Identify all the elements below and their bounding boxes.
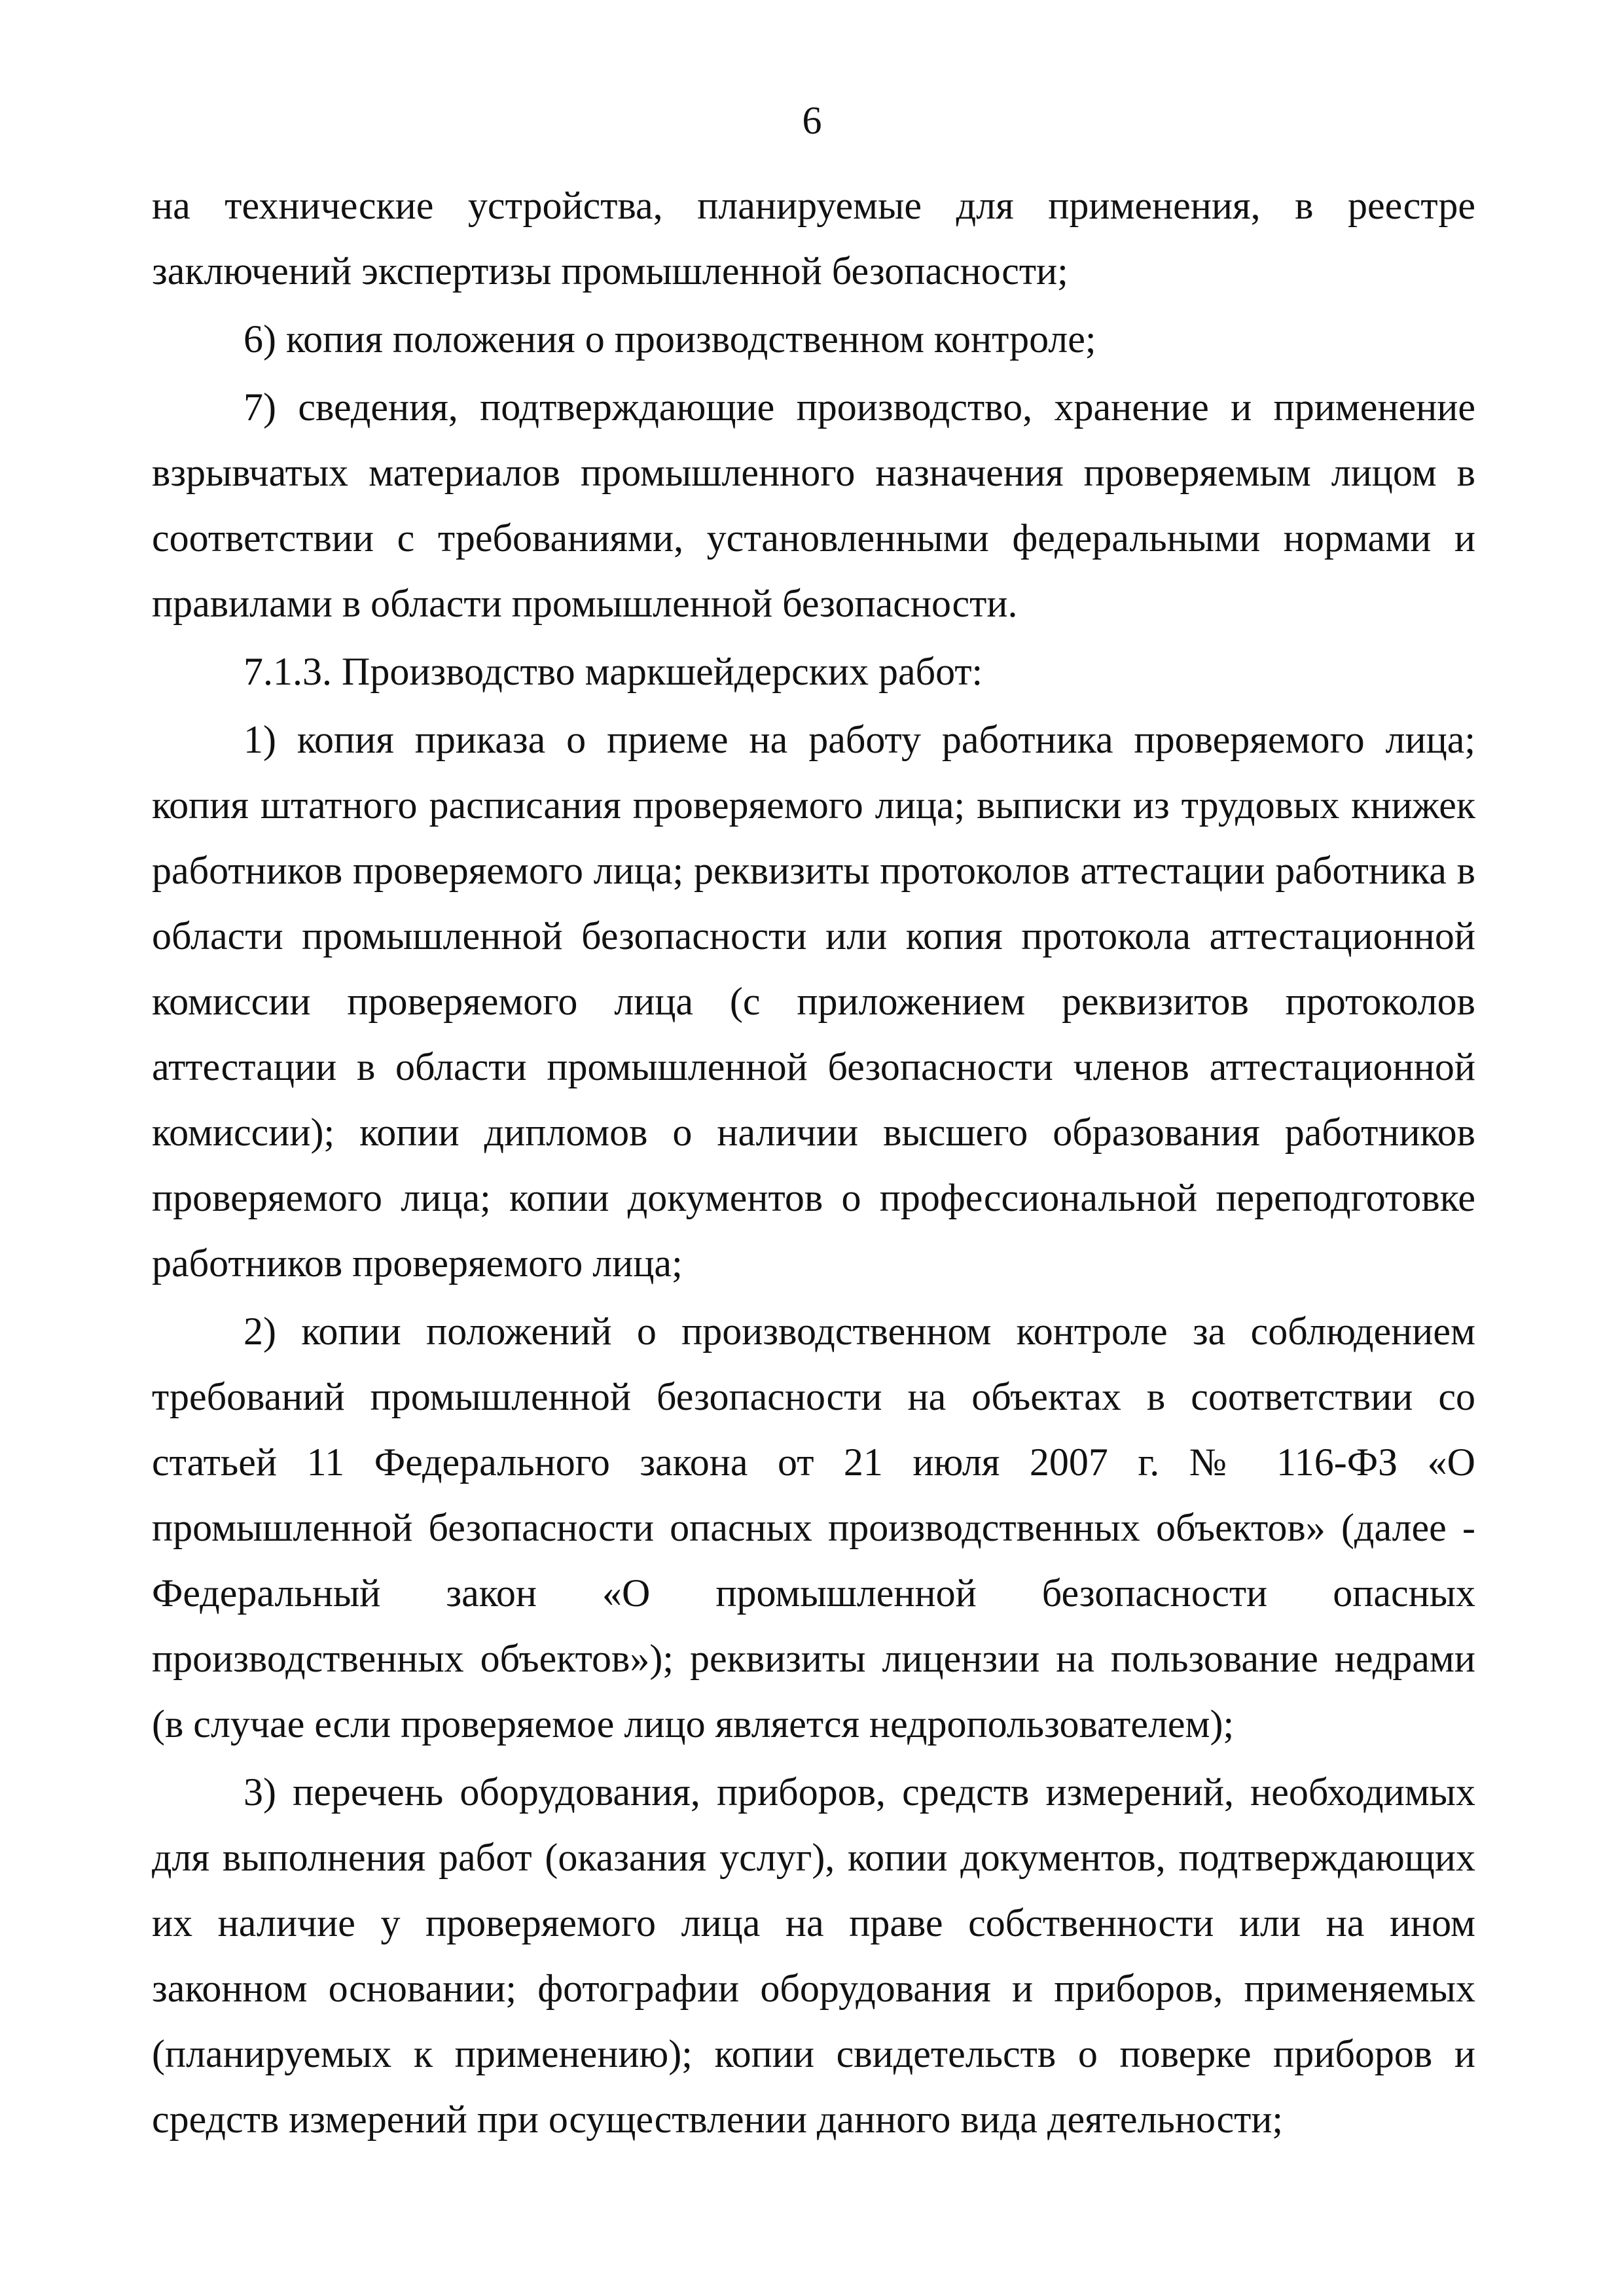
paragraph-item-3: 3) перечень оборудования, приборов, средств измерений, необходимых для выполнения работ (оказания услуг), копии документов, подтверждающих их наличие у проверяемого лица на праве собственности или на ином законном основании; фотографии оборудования и приборов, применяемых (планируемых к применению); копии свидетельств о поверке приборов и средств измерений при осуществлении данного вида деятельности; [152,1770,1475,2141]
section-heading-7-1-3: 7.1.3. Производство маркшейдерских работ: [244,650,983,693]
paragraph-item-7: 7) сведения, подтверждающие производство, хранение и применение взрывчатых материалов промышленного назначения проверяемым лицом в соответствии с требованиями, установленными федеральными нормами и правилами в области промышленной безопасности. [152,385,1475,625]
page-number: 6 [802,99,822,142]
paragraph-item-1: 1) копия приказа о приеме на работу работника проверяемого лица; копия штатного расписания проверяемого лица; выписки из трудовых книжек работников проверяемого лица; реквизиты протоколов аттестации работника в области промышленной безопасности или копия протокола аттестационной комиссии проверяемого лица (с приложением реквизитов протоколов аттестации в области промышленной безопасности членов аттестационной комиссии); копии дипломов о наличии высшего образования работников проверяемого лица; копии документов о профессиональной переподготовке работников проверяемого лица; [152,718,1475,1285]
document-body [152,173,1475,2155]
paragraph-item-2: 2) копии положений о производственном контроле за соблюдением требований промышленной безопасности на объектах в соответствии со статьей 11 Федерального закона от 21 июля 2007 г. № 116-ФЗ «О промышленной безопасности опасных производственных объектов» (далее - Федеральный закон «О промышленной безопасности опасных производственных объектов»); реквизиты лицензии на пользование недрами (в случае если проверяемое лицо является недропользователем); [152,1310,1475,1746]
paragraph-continuation: на технические устройства, планируемые для применения, в реестре заключений экспертизы промышленной безопасности; [152,184,1475,293]
paragraph-item-6: 6) копия положения о производственном контроле; [244,317,1096,361]
